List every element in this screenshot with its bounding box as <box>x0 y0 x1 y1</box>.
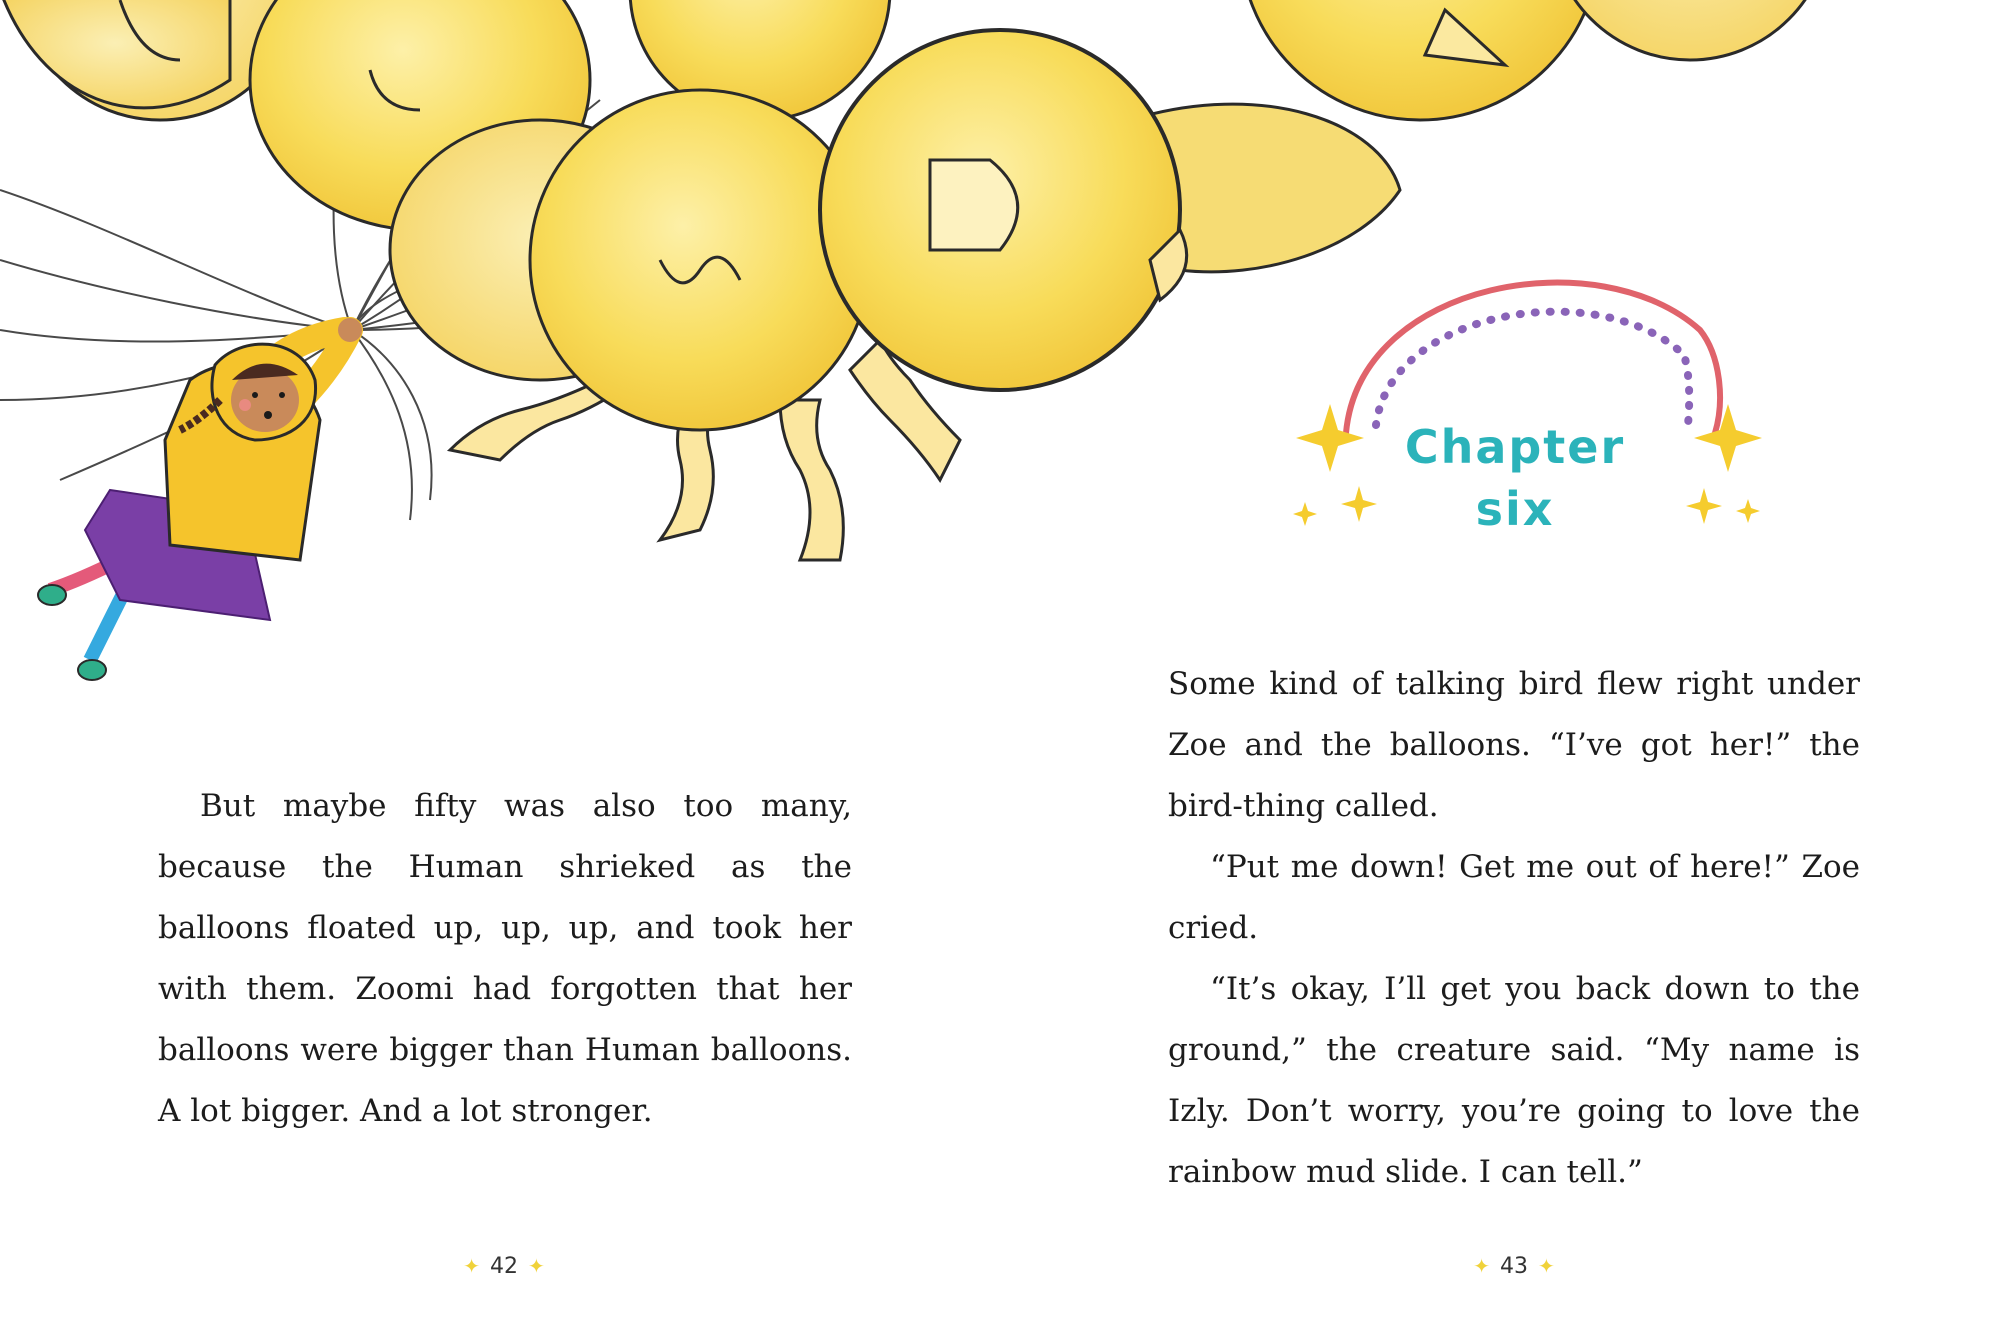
page-number-left <box>444 1254 564 1279</box>
sparkle-icon: ✦ <box>1473 1254 1490 1278</box>
paragraph: “Put me down! Get me out of here!” Zoe cried. <box>1168 849 1860 946</box>
paragraph: But maybe fifty was also too many, because the Human shrieked as the balloons floated up, up, up, and took her with them. Zoomi had forgotten that her balloons were bigger than Human balloons. A lot bigger. And a lot stronger. <box>158 788 852 1129</box>
sparkle-icon: ✦ <box>463 1254 480 1278</box>
chapter-rainbow <box>1346 283 1720 433</box>
paragraph: “It’s okay, I’ll get you back down to the ground,” the creature said. “My name is Izly. Don’t worry, you’re going to love the rainbow mud slide. I can tell.” <box>1168 971 1860 1190</box>
sparkle-icon: ✦ <box>528 1254 545 1278</box>
crescent-balloon <box>0 0 230 108</box>
right-page-text <box>1168 654 1860 1203</box>
chapter-number: six <box>1475 482 1555 536</box>
page-number-right <box>1454 1254 1574 1279</box>
paragraph: Some kind of talking bird flew right under Zoe and the balloons. “I’ve got her!” the bird-thing called. <box>1168 666 1860 824</box>
sparkle-icon: ✦ <box>1538 1254 1555 1278</box>
page-number: 42 <box>490 1254 518 1279</box>
left-page-text <box>158 776 852 1142</box>
girl-character <box>38 318 362 680</box>
page-number: 43 <box>1500 1254 1528 1279</box>
chapter-label: Chapter <box>1404 420 1626 474</box>
smiley-balloon <box>820 30 1187 390</box>
